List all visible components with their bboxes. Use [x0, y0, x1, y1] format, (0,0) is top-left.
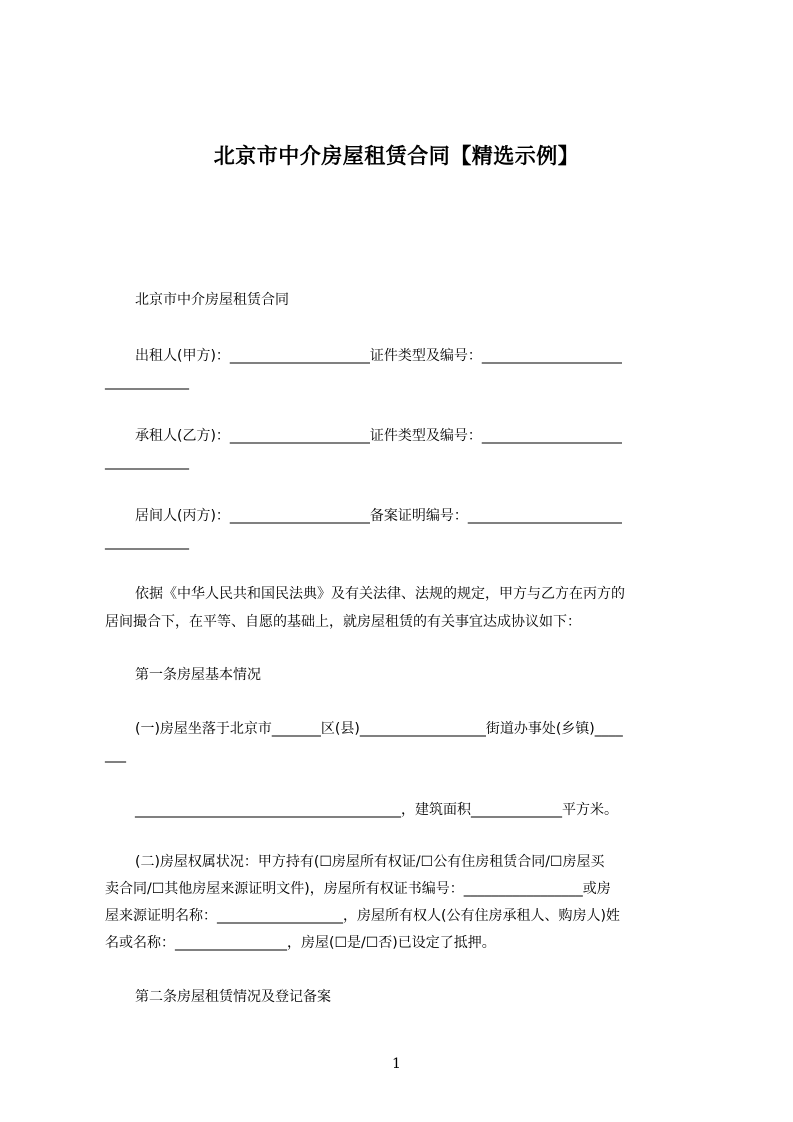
intro-paragraph-line-1: 依据《中华人民共和国民法典》及有关法律、法规的规定，甲方与乙方在丙方的: [135, 586, 625, 602]
lessor-line-continued: ____________: [105, 374, 189, 390]
item-2-line-3: 屋来源证明名称：__________________，房屋所有权人(公有住房承租人、购房人)姓: [105, 908, 620, 924]
document-title: 北京市中介房屋租赁合同【精选示例】: [213, 144, 580, 168]
article-1-heading: 第一条房屋基本情况: [135, 667, 261, 683]
lessee-line: 承租人(乙方)：____________________证件类型及编号：____________________: [135, 428, 622, 444]
broker-line-continued: ____________: [105, 534, 189, 550]
item-2-line-1: (二)房屋权属状况：甲方持有(☐房屋所有权证/☐公有住房租赁合同/☐房屋买: [135, 854, 605, 870]
item-1-line-1: (一)房屋坐落于北京市_______区(县)__________________街道办事处(乡镇)____: [135, 721, 623, 737]
broker-line: 居间人(丙方)：____________________备案证明编号：______________________: [135, 508, 622, 524]
lessor-line: 出租人(甲方)：____________________证件类型及编号：____________________: [135, 348, 622, 364]
item-1-line-3: ______________________________________，建筑面积_____________平方米。: [135, 802, 618, 818]
intro-paragraph-line-2: 居间撮合下，在平等、自愿的基础上，就房屋租赁的有关事宜达成协议如下：: [105, 614, 581, 630]
item-2-line-2: 卖合同/☐其他房屋来源证明文件)，房屋所有权证书编号：_________________或房: [105, 881, 611, 897]
contract-heading: 北京市中介房屋租赁合同: [135, 292, 289, 308]
lessee-line-continued: ____________: [105, 454, 189, 470]
item-1-line-2: ___: [105, 747, 126, 763]
page-number: 1: [392, 1056, 401, 1072]
article-2-heading: 第二条房屋租赁情况及登记备案: [135, 989, 331, 1005]
item-2-line-4: 名或名称：________________，房屋(☐是/☐否)已设定了抵押。: [105, 935, 496, 951]
